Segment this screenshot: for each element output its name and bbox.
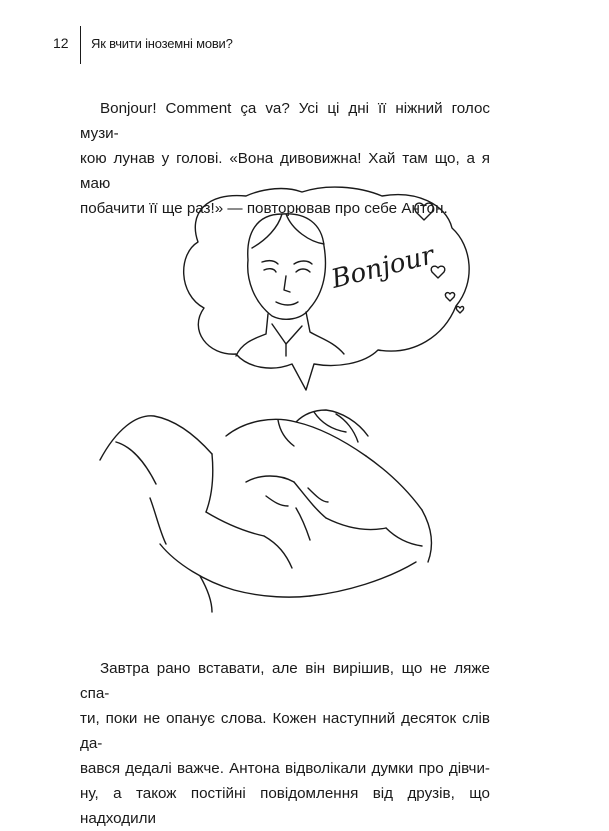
header-divider	[80, 26, 81, 64]
paragraph-continuation	[80, 656, 490, 831]
illustration-dream	[96, 184, 486, 614]
running-title: Як вчити іноземні мови?	[91, 36, 233, 51]
text-line: кою лунав у голові. «Вона дивовижна! Хай там що, а я маю	[80, 150, 490, 192]
page-header	[0, 26, 609, 66]
sleeping-boy	[100, 410, 431, 612]
page-number: 12	[53, 35, 69, 51]
text-line: вався дедалі важче. Антона відволікали думки про дівчи-	[80, 760, 490, 777]
text-line: Завтра рано вставати, але він вирішив, що не ляже спа-	[80, 660, 490, 702]
text-line: ну, а також постійні повідомлення від друзів, що надходили	[80, 785, 490, 827]
text-line: побачити її ще раз!» — повторював про себе Антон.	[80, 200, 448, 217]
bubble-text: Bonjour	[328, 240, 437, 295]
girl-portrait	[236, 214, 344, 356]
sleeping-boy-dreaming-icon	[96, 184, 486, 614]
text-line: Bonjour! Comment ça va? Усі ці дні її ніжний голос музи-	[80, 100, 490, 142]
text-line: ти, поки не опанує слова. Кожен наступний десяток слів да-	[80, 710, 490, 752]
